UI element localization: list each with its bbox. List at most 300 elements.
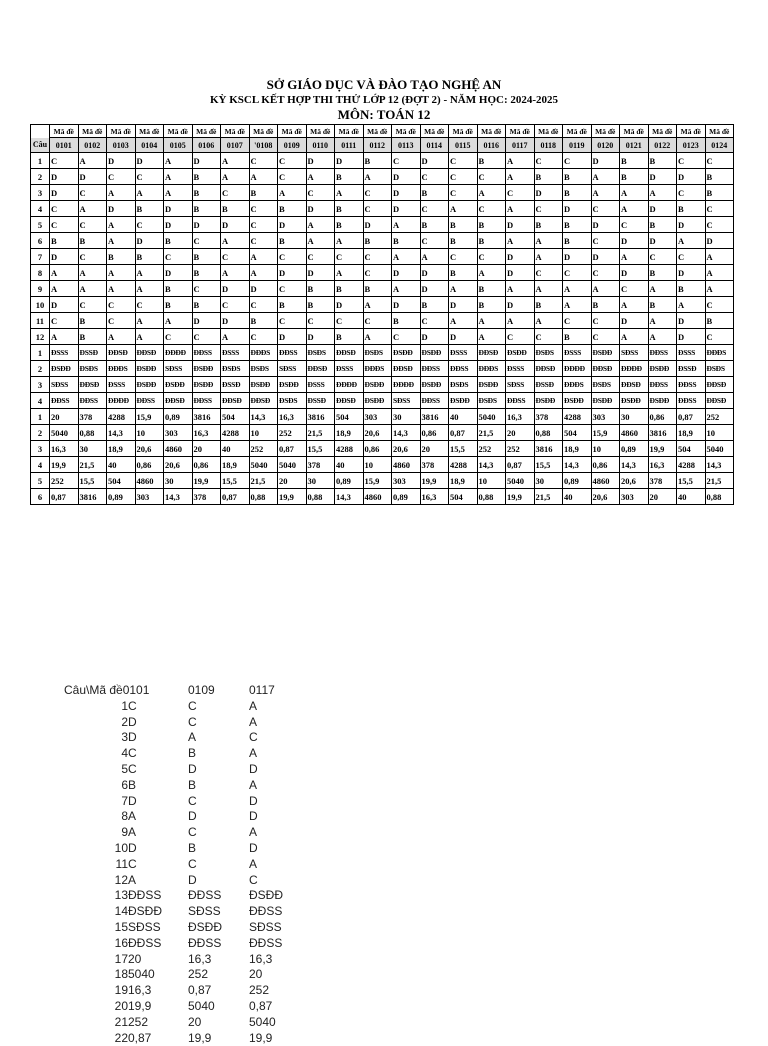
answer-cell: 0,88 <box>306 489 335 505</box>
answer-cell: C <box>306 249 335 265</box>
list-answer: 5040 <box>188 998 215 1013</box>
answer-cell: C <box>563 265 592 281</box>
answer-cell: 4860 <box>164 441 193 457</box>
table-row <box>31 201 734 217</box>
answer-cell: ĐSĐS <box>221 361 250 377</box>
answer-cell: B <box>620 153 649 169</box>
answer-cell: A <box>648 185 677 201</box>
answer-cell: ĐSĐS <box>591 377 620 393</box>
answer-cell: C <box>392 153 421 169</box>
table-row <box>31 361 734 377</box>
list-answer: A <box>249 856 258 871</box>
answer-cell: 19,9 <box>278 489 307 505</box>
answer-cell: ĐSĐĐ <box>648 361 677 377</box>
answer-cell: A <box>477 265 506 281</box>
list-question-number: 14 <box>114 904 128 919</box>
list-question-number: 18 <box>114 967 128 982</box>
answer-cell: D <box>363 217 392 233</box>
answer-cell: B <box>677 281 706 297</box>
answer-cell: D <box>306 201 335 217</box>
answer-cell: C <box>135 217 164 233</box>
answer-cell: C <box>192 329 221 345</box>
answer-cell: D <box>392 201 421 217</box>
answer-cell: 14,3 <box>563 457 592 473</box>
list-answer: C <box>188 698 197 713</box>
answer-cell: B <box>420 297 449 313</box>
answer-cell: A <box>164 313 193 329</box>
answer-cell: SĐSS <box>164 361 193 377</box>
answer-cell: ĐSSS <box>506 361 535 377</box>
question-number-cell: 12 <box>31 329 50 345</box>
table-row <box>31 473 734 489</box>
answer-cell: ĐĐĐS <box>249 345 278 361</box>
answer-cell: 16,3 <box>192 425 221 441</box>
answer-cell: 14,3 <box>249 409 278 425</box>
list-answer: B <box>188 746 197 761</box>
answer-cell: B <box>249 185 278 201</box>
list-question-number: 15 <box>114 919 128 934</box>
answer-cell: D <box>78 169 107 185</box>
made-label-cell: Mã đề <box>705 125 734 138</box>
answer-cell: A <box>335 265 364 281</box>
answer-cell: C <box>164 329 193 345</box>
list-answer: B <box>188 777 197 792</box>
list-answer: D <box>128 730 137 745</box>
answer-cell: ĐĐSS <box>506 393 535 409</box>
answer-cell: A <box>221 233 250 249</box>
answer-cell: C <box>50 313 79 329</box>
answer-cell: 5040 <box>477 409 506 425</box>
answer-cell: 378 <box>192 489 221 505</box>
answer-cell: 10 <box>249 425 278 441</box>
question-number-cell: 6 <box>31 233 50 249</box>
exam-code-cell: 0102 <box>78 138 107 153</box>
question-number-cell: 10 <box>31 297 50 313</box>
list-answer: 20 <box>249 967 263 982</box>
answer-cell: 504 <box>107 473 136 489</box>
answer-cell: A <box>591 281 620 297</box>
answer-cell: 3816 <box>192 409 221 425</box>
answer-cell: 40 <box>221 441 250 457</box>
answer-cell: ĐSĐĐ <box>249 377 278 393</box>
list-answer: 20 <box>188 1014 202 1029</box>
answer-cell: A <box>221 265 250 281</box>
answer-cell: 0,86 <box>192 457 221 473</box>
list-answer: 5040 <box>128 967 155 982</box>
exam-code-cell: 0115 <box>449 138 478 153</box>
answer-cell: A <box>306 233 335 249</box>
answer-cell: ĐĐSĐ <box>477 345 506 361</box>
answer-cell: ĐSĐĐ <box>392 345 421 361</box>
answer-cell: ĐĐSS <box>135 393 164 409</box>
list-answer: D <box>249 840 258 855</box>
answer-cell: ĐĐSĐ <box>107 345 136 361</box>
answer-cell: A <box>107 329 136 345</box>
answer-cell: B <box>192 185 221 201</box>
answer-cell: 4860 <box>392 457 421 473</box>
answer-cell: A <box>563 281 592 297</box>
answer-cell: C <box>78 185 107 201</box>
answer-cell: 40 <box>335 457 364 473</box>
exam-code-cell: 0118 <box>534 138 563 153</box>
answer-cell: 4860 <box>620 425 649 441</box>
answer-cell: 378 <box>420 457 449 473</box>
answer-cell: ĐSSS <box>563 345 592 361</box>
answer-cell: ĐĐSS <box>420 393 449 409</box>
answer-cell: C <box>135 169 164 185</box>
made-label-cell: Mã đề <box>534 125 563 138</box>
answer-cell: 21,5 <box>477 425 506 441</box>
answer-cell: ĐĐSĐ <box>135 345 164 361</box>
answer-cell: B <box>107 249 136 265</box>
question-number-cell: 3 <box>31 377 50 393</box>
answer-cell: 0,87 <box>449 425 478 441</box>
answer-cell: 0,87 <box>221 489 250 505</box>
answer-cell: C <box>392 329 421 345</box>
answer-cell: 19,9 <box>420 473 449 489</box>
exam-code-cell: 0111 <box>335 138 364 153</box>
answer-cell: 20,6 <box>135 441 164 457</box>
answer-cell: A <box>620 185 649 201</box>
answer-cell: B <box>677 201 706 217</box>
answer-cell: B <box>648 217 677 233</box>
exam-code-cell: 0122 <box>648 138 677 153</box>
answer-cell: 0,87 <box>677 409 706 425</box>
answer-cell: ĐĐSS <box>192 393 221 409</box>
answer-cell: A <box>392 249 421 265</box>
answer-cell: C <box>50 201 79 217</box>
answer-cell: SĐSS <box>506 377 535 393</box>
answer-cell: 0,89 <box>107 489 136 505</box>
answer-cell: ĐĐSĐ <box>392 361 421 377</box>
made-label-cell: Mã đề <box>392 125 421 138</box>
answer-cell: C <box>534 201 563 217</box>
answer-cell: ĐĐSĐ <box>164 393 193 409</box>
answer-cell: A <box>620 297 649 313</box>
list-question-number: 9 <box>121 825 128 840</box>
answer-cell: B <box>164 233 193 249</box>
answer-cell: D <box>278 217 307 233</box>
list-answer: C <box>188 714 197 729</box>
answer-cell: 10 <box>363 457 392 473</box>
answer-cell: A <box>591 169 620 185</box>
list-question-number: 2 <box>121 714 128 729</box>
answer-cell: C <box>591 201 620 217</box>
answer-cell: B <box>648 297 677 313</box>
answer-cell: C <box>249 201 278 217</box>
answer-cell: 40 <box>107 457 136 473</box>
exam-code-cell: '0108 <box>249 138 278 153</box>
table-row <box>31 249 734 265</box>
answer-cell: 20 <box>648 489 677 505</box>
made-label-cell: Mã đề <box>449 125 478 138</box>
list-question-number: 13 <box>114 888 128 903</box>
answer-cell: C <box>221 297 250 313</box>
answer-cell: 4288 <box>107 409 136 425</box>
answer-cell: A <box>705 281 734 297</box>
answer-cell: C <box>705 329 734 345</box>
answer-cell: ĐĐSS <box>192 345 221 361</box>
list-header-code: 0117 <box>249 683 275 697</box>
made-label-cell: Mã đề <box>591 125 620 138</box>
answer-cell: A <box>50 281 79 297</box>
answer-cell: 252 <box>705 409 734 425</box>
answer-cell: 303 <box>164 425 193 441</box>
answer-cell: A <box>164 169 193 185</box>
answer-cell: C <box>135 297 164 313</box>
exam-code-cell: 0109 <box>278 138 307 153</box>
answer-cell: C <box>420 313 449 329</box>
answer-cell: 5040 <box>249 457 278 473</box>
answer-cell: B <box>221 201 250 217</box>
answer-cell: ĐSSĐ <box>534 377 563 393</box>
answer-cell: D <box>278 329 307 345</box>
department-title: SỞ GIÁO DỤC VÀ ĐÀO TẠO NGHỆ AN <box>266 77 502 92</box>
answer-cell: 10 <box>135 425 164 441</box>
answer-cell: ĐSĐĐ <box>420 377 449 393</box>
exam-code-cell: 0105 <box>164 138 193 153</box>
answer-cell: ĐSĐĐ <box>164 377 193 393</box>
answer-cell: C <box>78 217 107 233</box>
answer-cell: A <box>648 329 677 345</box>
answer-cell: A <box>164 153 193 169</box>
answer-cell: B <box>477 281 506 297</box>
table-row <box>31 409 734 425</box>
list-answer: 19,9 <box>188 1030 212 1045</box>
answer-cell: 252 <box>506 441 535 457</box>
answer-cell: 21,5 <box>306 425 335 441</box>
exam-code-cell: 0104 <box>135 138 164 153</box>
answer-cell: ĐSSS <box>107 377 136 393</box>
answer-cell: C <box>591 329 620 345</box>
answer-cell: B <box>420 185 449 201</box>
answer-cell: C <box>534 153 563 169</box>
answer-cell: D <box>306 153 335 169</box>
answer-cell: 3816 <box>648 425 677 441</box>
question-number-cell: 6 <box>31 489 50 505</box>
answer-cell: A <box>477 185 506 201</box>
answer-cell: D <box>192 217 221 233</box>
answer-cell: 20 <box>506 425 535 441</box>
answer-cell: B <box>705 185 734 201</box>
answer-cell: ĐSĐS <box>306 345 335 361</box>
answer-cell: D <box>306 329 335 345</box>
answer-cell: D <box>278 265 307 281</box>
answer-cell: 504 <box>335 409 364 425</box>
answer-cell: 4860 <box>363 489 392 505</box>
list-answer: C <box>128 856 137 871</box>
answer-cell: 18,9 <box>335 425 364 441</box>
answer-cell: 378 <box>78 409 107 425</box>
list-question-number: 16 <box>114 935 128 950</box>
answer-cell: C <box>249 297 278 313</box>
answer-cell: A <box>506 281 535 297</box>
answer-cell: C <box>506 329 535 345</box>
answer-cell: A <box>107 281 136 297</box>
answer-cell: C <box>648 249 677 265</box>
answer-cell: ĐSĐS <box>249 361 278 377</box>
list-answer: 5040 <box>249 1014 276 1029</box>
answer-cell: B <box>563 233 592 249</box>
answer-cell: ĐSĐS <box>477 393 506 409</box>
document-header <box>0 77 768 123</box>
list-question-number: 4 <box>121 746 128 761</box>
answer-cell: A <box>449 281 478 297</box>
answer-cell: D <box>591 217 620 233</box>
answer-cell: ĐSĐĐ <box>506 345 535 361</box>
answer-cell: D <box>192 153 221 169</box>
answer-cell: ĐĐSS <box>648 345 677 361</box>
answer-cell: D <box>705 233 734 249</box>
answer-cell: A <box>335 185 364 201</box>
answer-cell: D <box>449 297 478 313</box>
answer-cell: B <box>335 329 364 345</box>
list-answer: 0,87 <box>128 1030 152 1045</box>
list-answer: ĐĐSS <box>128 888 162 903</box>
answer-cell: C <box>563 153 592 169</box>
question-number-cell: 1 <box>31 153 50 169</box>
made-label-cell: Mã đề <box>677 125 706 138</box>
answer-cell: B <box>563 169 592 185</box>
answer-cell: SĐSS <box>620 345 649 361</box>
answer-cell: 0,87 <box>50 489 79 505</box>
answer-cell: C <box>449 185 478 201</box>
answer-cell: B <box>278 233 307 249</box>
answer-cell: 252 <box>278 425 307 441</box>
question-number-cell: 4 <box>31 393 50 409</box>
answer-cell: C <box>591 233 620 249</box>
answer-cell: 0,87 <box>506 457 535 473</box>
list-answer: C <box>128 746 137 761</box>
answer-cell: A <box>677 297 706 313</box>
answer-cell: D <box>620 313 649 329</box>
answer-cell: A <box>677 233 706 249</box>
answer-cell: C <box>591 313 620 329</box>
answer-cell: 3816 <box>420 409 449 425</box>
answer-cell: D <box>648 233 677 249</box>
answer-cell: SĐSS <box>392 393 421 409</box>
answer-cell: 30 <box>534 473 563 489</box>
answer-cell: D <box>392 265 421 281</box>
answer-cell: 21,5 <box>705 473 734 489</box>
list-answer: ĐĐSS <box>249 904 283 919</box>
answer-cell: C <box>677 185 706 201</box>
answer-cell: B <box>78 313 107 329</box>
answer-cell: D <box>50 249 79 265</box>
list-header-code: 0109 <box>188 683 215 697</box>
list-question-number: 6 <box>121 777 128 792</box>
answer-cell: D <box>648 201 677 217</box>
answer-cell: 14,3 <box>392 425 421 441</box>
answer-cell: B <box>78 329 107 345</box>
answer-cell: B <box>648 265 677 281</box>
answer-cell: B <box>306 297 335 313</box>
answer-cell: A <box>563 297 592 313</box>
answer-cell: ĐĐSS <box>78 393 107 409</box>
answer-cell: A <box>506 201 535 217</box>
answer-cell: A <box>420 249 449 265</box>
list-question-number: 7 <box>121 793 128 808</box>
table-row <box>31 281 734 297</box>
answer-cell: A <box>534 233 563 249</box>
answer-cell: ĐSĐĐ <box>135 361 164 377</box>
exam-code-cell: 0113 <box>392 138 421 153</box>
list-question-number: 5 <box>121 761 128 776</box>
answer-cell: ĐSĐS <box>449 377 478 393</box>
made-label-cell: Mã đề <box>335 125 364 138</box>
question-number-cell: 1 <box>31 409 50 425</box>
answer-cell: 20 <box>278 473 307 489</box>
made-label-cell: Mã đề <box>477 125 506 138</box>
answer-cell: 15,9 <box>363 473 392 489</box>
answer-cell: 15,5 <box>677 473 706 489</box>
answer-cell: C <box>477 201 506 217</box>
table-row <box>31 169 734 185</box>
answer-cell: A <box>50 265 79 281</box>
answer-cell: B <box>477 233 506 249</box>
answer-cell: 30 <box>620 409 649 425</box>
answer-cell: C <box>449 169 478 185</box>
answer-cell: 14,3 <box>335 489 364 505</box>
answer-cell: C <box>78 297 107 313</box>
answer-cell: C <box>107 297 136 313</box>
answer-cell: ĐSĐS <box>363 345 392 361</box>
answer-cell: C <box>705 297 734 313</box>
exam-code-cell: 0106 <box>192 138 221 153</box>
answer-cell: ĐĐĐS <box>563 377 592 393</box>
answer-cell: B <box>534 169 563 185</box>
made-label-cell: Mã đề <box>648 125 677 138</box>
answer-cell: D <box>306 265 335 281</box>
table-row <box>31 313 734 329</box>
answer-cell: 5040 <box>705 441 734 457</box>
answer-cell: B <box>705 313 734 329</box>
answer-cell: 18,9 <box>449 473 478 489</box>
answer-cell: A <box>306 217 335 233</box>
answer-cell: A <box>135 329 164 345</box>
answer-cell: C <box>78 249 107 265</box>
answer-cell: ĐSĐĐ <box>135 377 164 393</box>
answer-cell: ĐSĐĐ <box>620 393 649 409</box>
answer-cell: 0,88 <box>78 425 107 441</box>
answer-cell: B <box>192 265 221 281</box>
answer-cell: 20 <box>50 409 79 425</box>
answer-cell: D <box>677 217 706 233</box>
answer-cell: B <box>335 169 364 185</box>
answer-cell: A <box>107 217 136 233</box>
answer-cell: D <box>221 313 250 329</box>
list-answer: A <box>249 825 258 840</box>
answer-cell: B <box>477 297 506 313</box>
answer-cell: 19,9 <box>192 473 221 489</box>
made-label-cell: Mã đề <box>306 125 335 138</box>
answer-cell: A <box>78 201 107 217</box>
question-number-cell: 9 <box>31 281 50 297</box>
question-number-cell: 2 <box>31 169 50 185</box>
answer-cell: 30 <box>306 473 335 489</box>
answer-cell: B <box>335 217 364 233</box>
answer-cell: D <box>392 297 421 313</box>
exam-code-cell: 0110 <box>306 138 335 153</box>
answer-cell: 16,3 <box>648 457 677 473</box>
answer-cell: D <box>506 297 535 313</box>
list-question-number: 19 <box>114 983 128 998</box>
answer-cell: 0,89 <box>620 441 649 457</box>
answer-cell: 40 <box>677 489 706 505</box>
answer-cell: A <box>705 249 734 265</box>
answer-cell: B <box>563 185 592 201</box>
answer-cell: B <box>335 281 364 297</box>
